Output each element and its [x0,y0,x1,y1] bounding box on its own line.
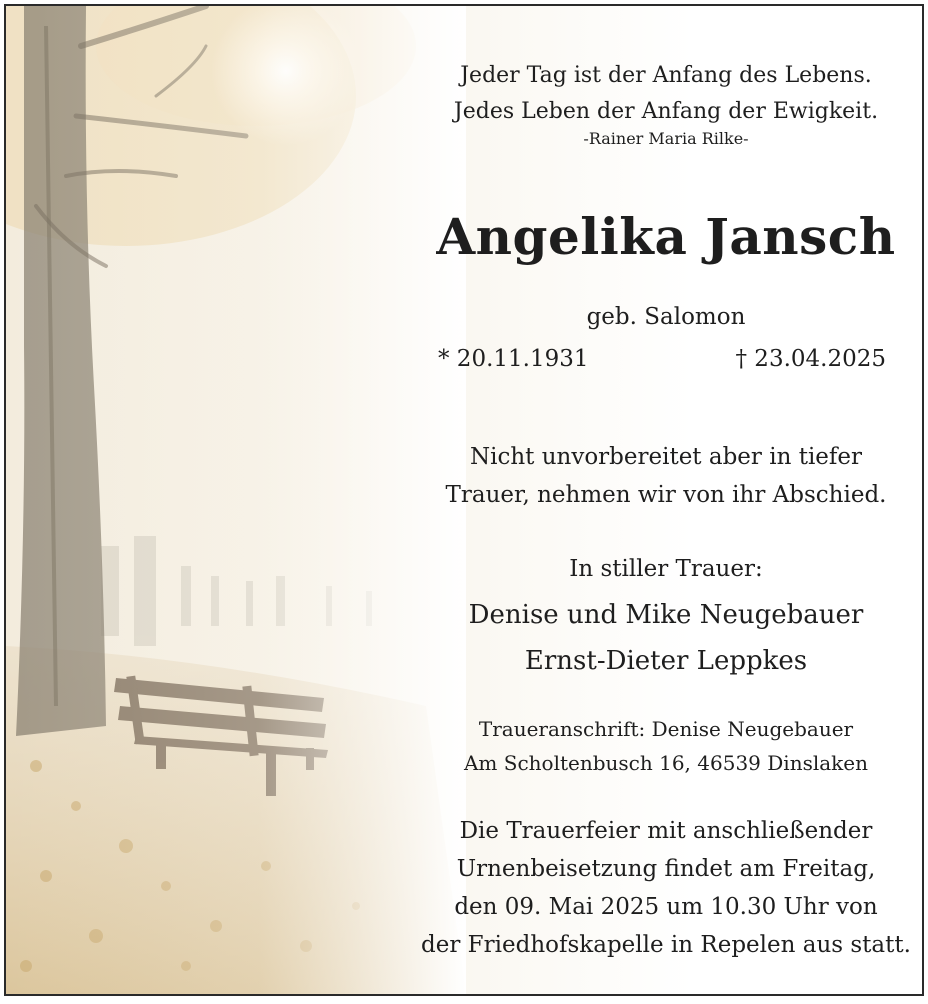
address-line-2: Am Scholtenbusch 16, 46539 Dinslaken [463,751,868,775]
mourner-name: Ernst-Dieter Leppkes [524,646,808,676]
maiden-name: geb. Salomon [586,304,746,330]
deceased-name: Angelika Jansch [436,207,896,266]
address-line-1: Traueranschrift: Denise Neugebauer [478,717,854,741]
farewell-message [411,438,921,514]
autumn-park-bench-image [6,6,466,994]
death-date: † 23.04.2025 [735,346,886,372]
ceremony-line: der Friedhofskapelle in Repelen aus statt. [421,932,911,958]
ceremony-line: Urnenbeisetzung findet am Freitag, [456,856,876,882]
quote-line-2: Jedes Leben der Anfang der Ewigkeit. [453,99,879,124]
mourner-name: Denise und Mike Neugebauer [468,600,864,630]
mourning-address [411,712,921,780]
mourning-label: In stiller Trauer: [569,556,763,582]
ceremony-details [411,812,921,964]
ceremony-line: Die Trauerfeier mit anschließender [459,818,873,844]
ceremony-line: den 09. Mai 2025 um 10.30 Uhr von [454,894,878,920]
birth-date: * 20.11.1931 [438,346,589,372]
farewell-line-2: Trauer, nehmen wir von ihr Abschied. [445,482,887,508]
life-dates [426,346,896,386]
quote-author: -Rainer Maria Rilke- [583,129,749,148]
obituary-card [4,4,924,996]
mourners-list [411,592,921,684]
quote-line-1: Jeder Tag ist der Anfang des Lebens. [460,63,872,88]
rilke-quote [411,58,921,150]
farewell-line-1: Nicht unvorbereitet aber in tiefer [469,444,863,470]
